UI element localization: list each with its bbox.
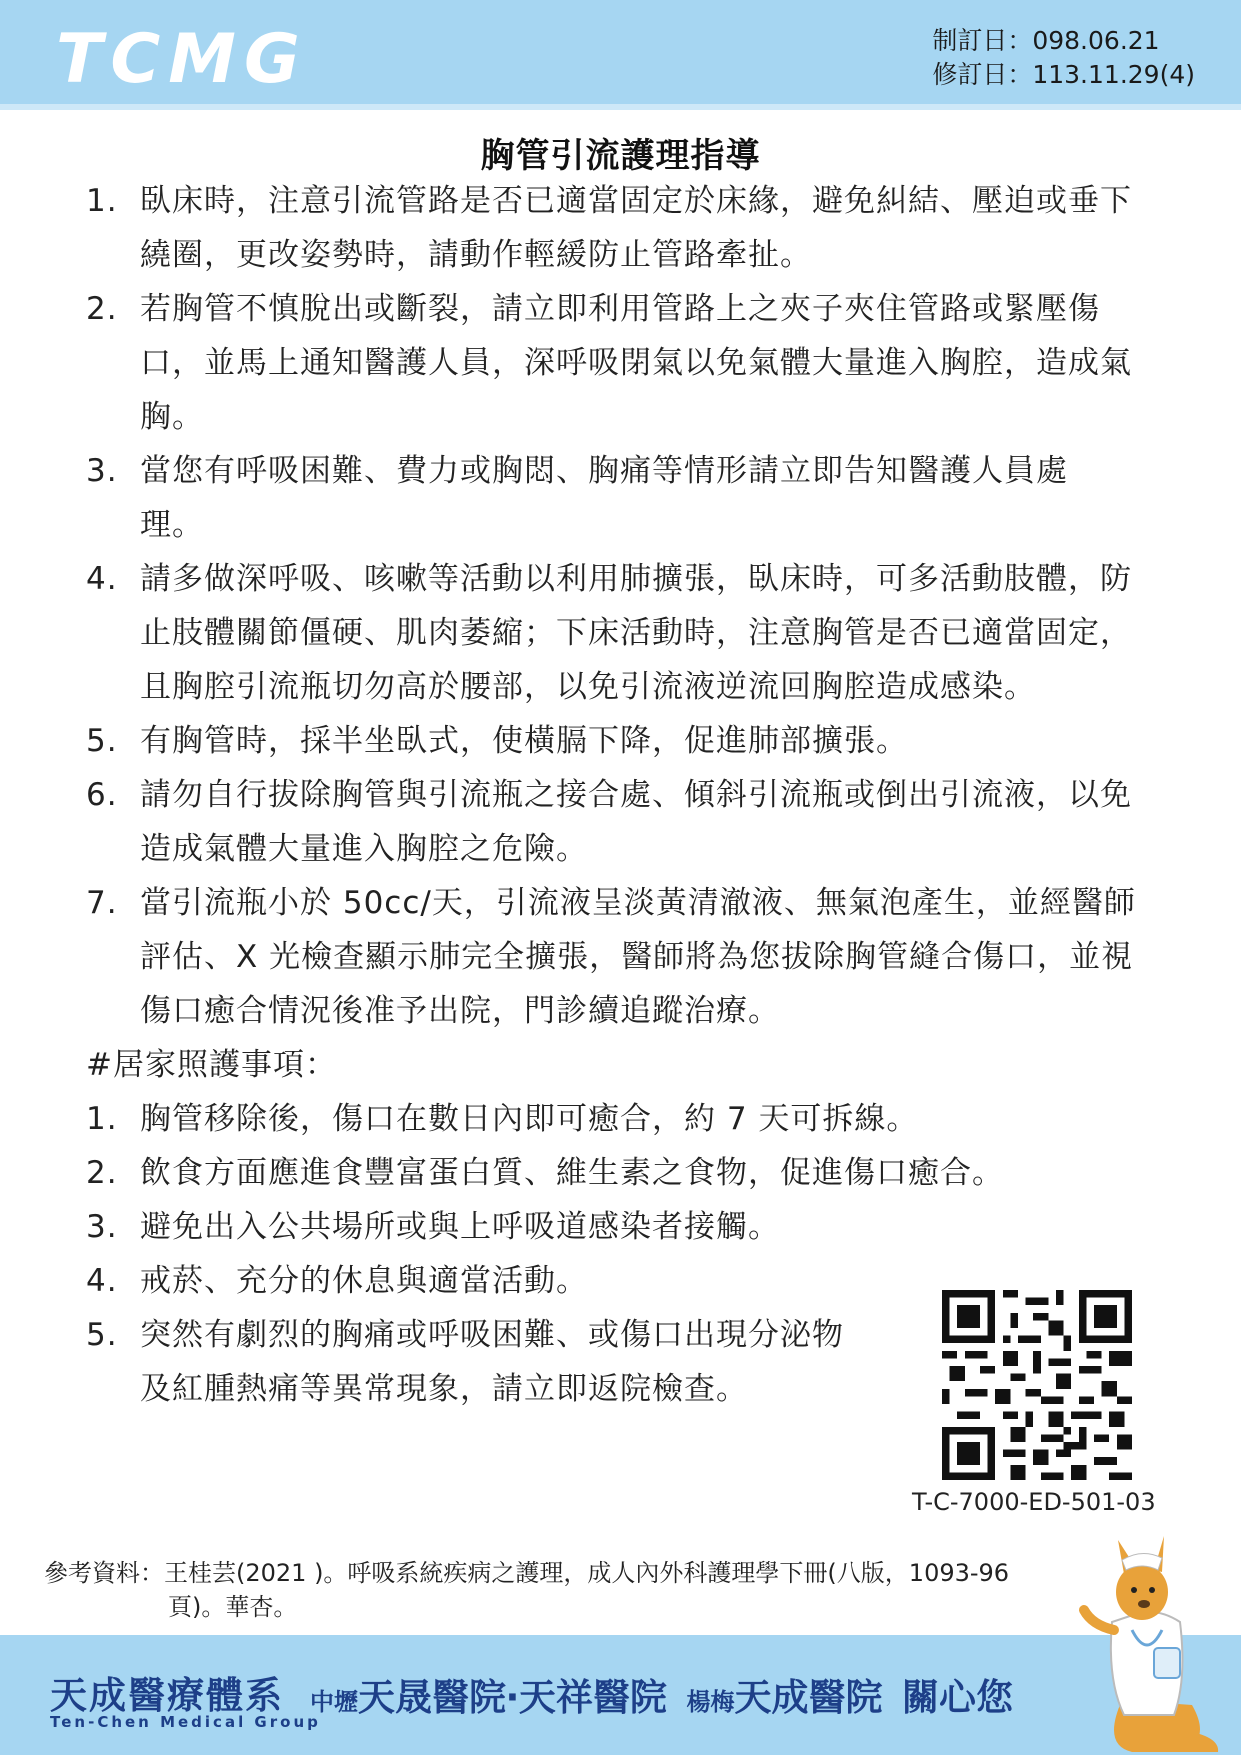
item-text: 若胸管不慎脫出或斷裂，請立即利用管路上之夾子夾住管路或緊壓傷口，並馬上通知醫護人員，深呼吸閉氣以免氣體大量進入胸腔，造成氣胸。 <box>140 291 1132 435</box>
location-label: 中壢 <box>310 1688 358 1716</box>
item-text: 有胸管時，採半坐臥式，使橫膈下降，促進肺部擴張。 <box>140 723 908 759</box>
group-brand: 天成醫療體系 <box>50 1674 284 1717</box>
hospital-names <box>310 1667 1013 1721</box>
reference-line: 頁)。華杏。 <box>168 1593 298 1621</box>
page-title: 胸管引流護理指導 <box>480 136 761 176</box>
home-care-heading: #居家照護事項： <box>86 1047 337 1083</box>
hospital-name: 天晟醫院‧天祥醫院 <box>358 1676 667 1719</box>
item-number: 2. <box>86 291 118 327</box>
header-divider <box>0 104 1241 110</box>
item-text: 請勿自行拔除胸管與引流瓶之接合處、傾斜引流瓶或倒出引流液，以免造成氣體大量進入胸腔之危險。 <box>140 777 1132 867</box>
item-number: 5. <box>86 1317 118 1353</box>
group-brand-english: Ten-Chen Medical Group <box>50 1713 321 1731</box>
item-number: 7. <box>86 885 118 921</box>
instruction-list <box>86 174 1146 1416</box>
item-text: 當您有呼吸困難、費力或胸悶、胸痛等情形請立即告知醫護人員處理。 <box>140 453 1068 543</box>
kangaroo-mascot-icon <box>1062 1530 1222 1755</box>
item-text: 臥床時，注意引流管路是否已適當固定於床緣，避免糾結、壓迫或垂下繞圈，更改姿勢時，請動作輕緩防止管路牽扯。 <box>140 183 1132 273</box>
date-block <box>932 24 1195 92</box>
document-code: T-C-7000-ED-501-03 <box>912 1488 1156 1516</box>
item-text: 避免出入公共場所或與上呼吸道感染者接觸。 <box>140 1209 780 1245</box>
footer-band <box>0 1635 1241 1755</box>
created-date: 制訂日：098.06.21 <box>932 26 1160 55</box>
list-item <box>86 1146 1086 1200</box>
item-number: 1. <box>86 183 118 219</box>
list-item <box>86 876 1136 1038</box>
list-item <box>86 174 1136 282</box>
header-band <box>0 0 1241 104</box>
item-number: 4. <box>86 561 118 597</box>
location-label: 楊梅 <box>686 1688 735 1716</box>
slogan: 關心您 <box>902 1676 1014 1719</box>
list-item <box>86 768 1136 876</box>
revised-date: 修訂日：113.11.29(4) <box>932 60 1195 89</box>
qr-code-icon[interactable] <box>942 1290 1132 1480</box>
list-item <box>86 1308 846 1416</box>
reference-line: 參考資料：王桂芸(2021 )。呼吸系統疾病之護理，成人內外科護理學下冊(八版，1093-96 <box>44 1559 1010 1587</box>
list-item <box>86 282 1136 444</box>
list-item <box>86 1254 846 1308</box>
item-text: 飲食方面應進食豐富蛋白質、維生素之食物，促進傷口癒合。 <box>140 1155 1004 1191</box>
tcmg-logo: TCMG <box>56 20 308 99</box>
item-number: 6. <box>86 777 118 813</box>
list-item <box>86 1092 1086 1146</box>
reference-block <box>44 1556 1044 1624</box>
item-number: 4. <box>86 1263 118 1299</box>
item-text: 胸管移除後，傷口在數日內即可癒合，約 7 天可拆線。 <box>140 1101 919 1137</box>
list-item <box>86 714 1136 768</box>
item-number: 3. <box>86 1209 118 1245</box>
hospital-name: 天成醫院 <box>734 1676 883 1719</box>
item-text: 突然有劇烈的胸痛或呼吸困難、或傷口出現分泌物及紅腫熱痛等異常現象，請立即返院檢查。 <box>140 1317 844 1407</box>
item-number: 1. <box>86 1101 118 1137</box>
list-item <box>86 1200 1086 1254</box>
item-number: 3. <box>86 453 118 489</box>
item-number: 2. <box>86 1155 118 1191</box>
item-text: 當引流瓶小於 50cc/天，引流液呈淡黃清澈液、無氣泡產生，並經醫師評估、X 光檢查顯示肺完全擴張，醫師將為您拔除胸管縫合傷口，並視傷口癒合情況後准予出院，門診續追蹤治療。 <box>140 885 1136 1029</box>
list-item <box>86 552 1146 714</box>
item-text: 戒菸、充分的休息與適當活動。 <box>140 1263 588 1299</box>
item-number: 5. <box>86 723 118 759</box>
list-item <box>86 444 1106 552</box>
item-text: 請多做深呼吸、咳嗽等活動以利用肺擴張，臥床時，可多活動肢體，防止肢體關節僵硬、肌肉萎縮；下床活動時，注意胸管是否已適當固定，且胸腔引流瓶切勿高於腰部，以免引流液逆流回胸腔造成感染。 <box>140 561 1132 705</box>
